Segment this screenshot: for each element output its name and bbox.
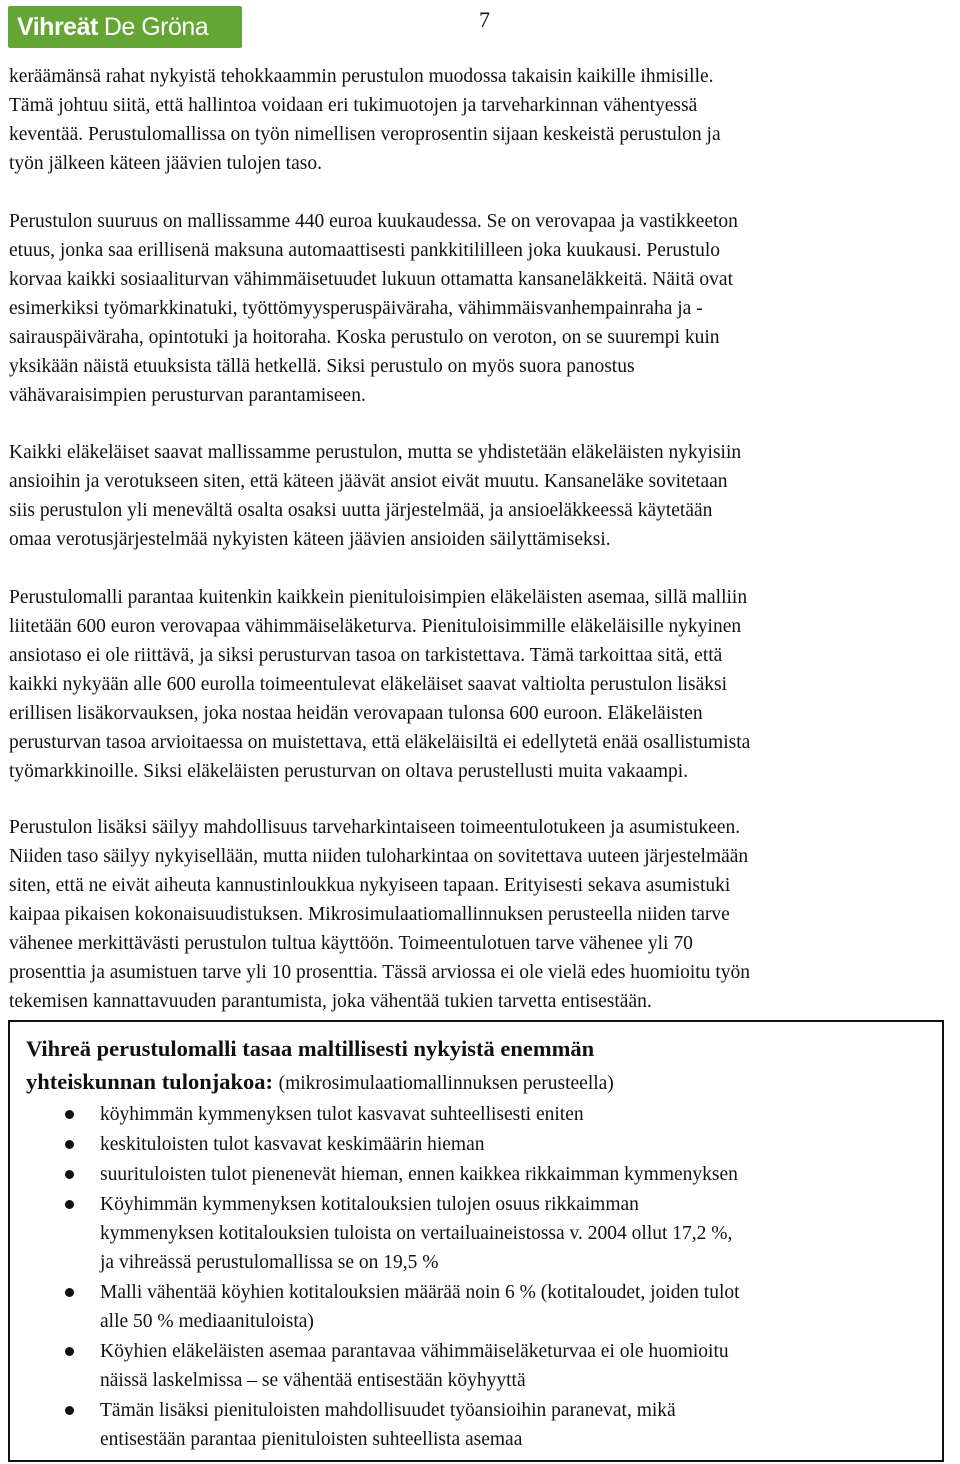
- bullet-item: [10, 1337, 940, 1395]
- paragraph-line: sairauspäiväraha, opintotuki ja hoitoraha. Koska perustulo on veroton, on se suurempi kuin: [9, 327, 720, 348]
- bullet-item: [10, 1396, 940, 1454]
- paragraph-line: prosenttia ja asumistuen tarve yli 10 prosenttia. Tässä arviossa ei ole vielä edes huomioitu työn: [9, 962, 751, 983]
- green-party-logo: [8, 6, 242, 48]
- paragraph-4: [9, 583, 957, 786]
- bullet-line: kymmenyksen kotitalouksien tuloista on vertailuaineistossa v. 2004 ollut 17,2 %,: [100, 1223, 733, 1244]
- bullet-dot-icon: [65, 1347, 74, 1356]
- bullet-line: Malli vähentää köyhien kotitalouksien määrää noin 6 % (kotitaloudet, joiden tulot: [100, 1282, 740, 1303]
- box-title-note: (mikrosimulaatiomallinnuksen perusteella): [278, 1073, 614, 1094]
- paragraph-line: kaipaa pikaisen kokonaisuudistuksen. Mikrosimulaatiomallinnuksen perusteella niiden tarve: [9, 904, 730, 925]
- paragraph-line: omaa verotusjärjestelmää nykyisten käteen jäävien ansioiden säilyttämiseksi.: [9, 529, 611, 550]
- bullet-dot-icon: [65, 1200, 74, 1209]
- paragraph-line: vähävaraisimpien perusturvan parantamiseen.: [9, 385, 366, 406]
- bullet-line: keskituloisten tulot kasvavat keskimäärin hieman: [100, 1134, 485, 1155]
- bullet-item: [10, 1278, 940, 1336]
- paragraph-line: vähenee merkittävästi perustulon tultua käyttöön. Toimeentulotuen tarve vähenee yli 70: [9, 933, 693, 954]
- box-title-bold: yhteiskunnan tulonjakoa:: [26, 1069, 273, 1094]
- paragraph-line: Tämä johtuu siitä, että hallintoa voidaan eri tukimuotojen ja tarveharkinnan vähentyessä: [9, 95, 698, 116]
- paragraph-line: keräämänsä rahat nykyistä tehokkaammin perustulon muodossa takaisin kaikille ihmisille.: [9, 66, 714, 87]
- summary-bullet-list: [10, 1100, 940, 1455]
- paragraph-line: Niiden taso säilyy nykyisellään, mutta niiden tuloharkintaa on sovitettava uuteen järjestelmään: [9, 846, 749, 867]
- bullet-line: köyhimmän kymmenyksen tulot kasvavat suhteellisesti eniten: [100, 1104, 584, 1125]
- box-title-line2: [26, 1065, 614, 1100]
- summary-box-title: [26, 1032, 614, 1100]
- paragraph-line: ansiotaso ei ole riittävä, ja siksi perusturvan tasoa on tarkistettava. Tämä tarkoittaa sitä, että: [9, 645, 723, 666]
- bullet-dot-icon: [65, 1110, 74, 1119]
- paragraph-line: etuus, jonka saa erillisenä maksuna automaattisesti pankkitililleen joka kuukausi. Perustulo: [9, 240, 721, 261]
- paragraph-2: [9, 207, 957, 410]
- logo-text-vihreat: Vihreät: [17, 12, 98, 41]
- box-title-line1: Vihreä perustulomalli tasaa maltillisesti nykyistä enemmän: [26, 1036, 595, 1061]
- bullet-line: Köyhimmän kymmenyksen kotitalouksien tulojen osuus rikkaimman: [100, 1194, 639, 1215]
- bullet-line: ja vihreässä perustulomallissa se on 19,5 %: [100, 1252, 439, 1273]
- logo-text-degrona: De Gröna: [103, 12, 209, 41]
- bullet-line: Köyhien eläkeläisten asemaa parantavaa vähimmäiseläketurvaa ei ole huomioitu: [100, 1341, 729, 1362]
- paragraph-line: liitetään 600 euron verovapaa vähimmäiseläketurva. Pienituloisimmille eläkeläisille nykyinen: [9, 616, 742, 637]
- bullet-line: suurituloisten tulot pienenevät hieman, ennen kaikkea rikkaimman kymmenyksen: [100, 1164, 738, 1185]
- summary-box: [8, 1020, 944, 1462]
- paragraph-5: [9, 813, 957, 1016]
- paragraph-line: tekemisen kannattavuuden parantumista, joka vähentää tukien tarvetta entisestään.: [9, 991, 652, 1012]
- paragraph-line: ansioihin ja verotukseen siten, että käteen jäävät ansiot eivät muutu. Kansaneläke sovitetaan: [9, 471, 728, 492]
- bullet-dot-icon: [65, 1406, 74, 1415]
- paragraph-line: Perustulon lisäksi säilyy mahdollisuus tarveharkintaiseen toimeentulotukeen ja asumistukeen.: [9, 817, 741, 838]
- paragraph-3: [9, 438, 957, 554]
- paragraph-1: [9, 62, 957, 178]
- paragraph-line: korvaa kaikki sosiaaliturvan vähimmäisetuudet lukuun ottamatta kansaneläkkeitä. Näitä ovat: [9, 269, 733, 290]
- paragraph-line: yksikään näistä etuuksista tällä hetkellä. Siksi perustulo on myös suora panostus: [9, 356, 635, 377]
- bullet-line: entisestään parantaa pienituloisten suhteellista asemaa: [100, 1429, 523, 1450]
- page-number: 7: [479, 7, 490, 32]
- bullet-item: [10, 1130, 940, 1159]
- paragraph-line: erillisen lisäkorvauksen, joka nostaa heidän verovapaan tulonsa 600 euroon. Eläkeläisten: [9, 703, 703, 724]
- paragraph-line: Kaikki eläkeläiset saavat mallissamme perustulon, mutta se yhdistetään eläkeläisten nykyisiin: [9, 442, 742, 463]
- bullet-dot-icon: [65, 1140, 74, 1149]
- bullet-line: Tämän lisäksi pienituloisten mahdollisuudet työansioihin paranevat, mikä: [100, 1400, 676, 1421]
- bullet-item: [10, 1160, 940, 1189]
- bullet-line: näissä laskelmissa – se vähentää entisestään köyhyyttä: [100, 1370, 526, 1391]
- bullet-line: alle 50 % mediaanituloista): [100, 1311, 314, 1332]
- paragraph-line: siten, että ne eivät aiheuta kannustinloukkua nykyiseen tapaan. Erityisesti sekava asumistuki: [9, 875, 731, 896]
- paragraph-line: Perustulon suuruus on mallissamme 440 euroa kuukaudessa. Se on verovapaa ja vastikkeeton: [9, 211, 738, 232]
- paragraph-line: siis perustulon yli menevältä osalta osaksi uutta järjestelmää, ja ansioeläkkeessä käytetään: [9, 500, 713, 521]
- paragraph-line: Perustulomalli parantaa kuitenkin kaikkein pienituloisimpien eläkeläisten asemaa, sillä malliin: [9, 587, 748, 608]
- paragraph-line: esimerkiksi työmarkkinatuki, työttömyysperuspäiväraha, vähimmäisvanhempainraha ja -: [9, 298, 703, 319]
- paragraph-line: työmarkkinoille. Siksi eläkeläisten perusturvan on oltava perustellusti muita vakaampi.: [9, 761, 689, 782]
- paragraph-line: kaikki nykyään alle 600 eurolla toimeentulevat eläkeläiset saavat valtiolta perustulon lisäksi: [9, 674, 728, 695]
- bullet-dot-icon: [65, 1170, 74, 1179]
- paragraph-line: perusturvan tasoa arvioitaessa on muistettava, että eläkeläisiltä ei edellytetä enää osallistumista: [9, 732, 751, 753]
- bullet-dot-icon: [65, 1288, 74, 1297]
- bullet-item: [10, 1100, 940, 1129]
- paragraph-line: työn jälkeen käteen jäävien tulojen taso.: [9, 153, 322, 174]
- bullet-item: [10, 1190, 940, 1277]
- paragraph-line: keventää. Perustulomallissa on työn nimellisen veroprosentin sijaan keskeistä perustulon ja: [9, 124, 721, 145]
